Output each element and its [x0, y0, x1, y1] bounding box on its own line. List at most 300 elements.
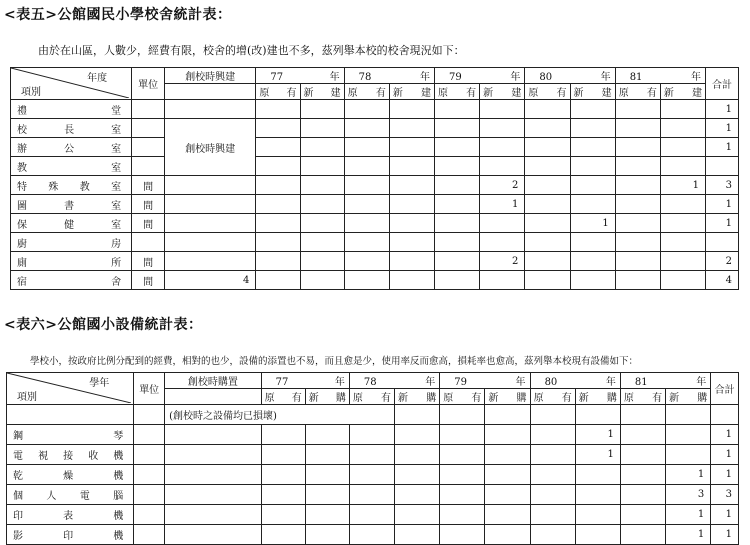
table6-corner-cell — [7, 373, 134, 405]
table6-header-row — [7, 373, 739, 389]
value-cell — [615, 271, 660, 290]
founding-note: (創校時之設備均已損壞) — [165, 405, 395, 425]
founding-cell — [165, 233, 256, 252]
unit-cell — [134, 445, 165, 465]
table-row — [11, 195, 739, 214]
value-cell — [349, 505, 394, 525]
value-cell — [256, 100, 300, 119]
value-cell — [435, 271, 480, 290]
founding-cell — [165, 525, 262, 545]
unit-cell: 間 — [132, 252, 165, 271]
sub-new: 新建 — [660, 84, 705, 100]
sub-new: 新購 — [305, 389, 349, 405]
value-cell: 1 — [575, 425, 620, 445]
value-cell — [344, 119, 389, 138]
total-cell: 1 — [706, 214, 739, 233]
value-cell — [344, 195, 389, 214]
table5-intro: 由於在山區，人數少，經費有限，校舍的增(改)建也不多，茲列舉本校的校舍現況如下： — [38, 44, 465, 57]
founding-header: 創校時購置 — [165, 373, 262, 389]
value-cell — [525, 119, 570, 138]
value-cell — [349, 425, 394, 445]
year-header-78: 78 年 — [344, 68, 434, 84]
sub-existing: 原有 — [261, 389, 305, 405]
value-cell — [300, 271, 344, 290]
value-cell — [435, 176, 480, 195]
value-cell — [389, 157, 434, 176]
value-cell — [530, 505, 575, 525]
row-label: 校長室 — [11, 119, 132, 138]
value-cell — [435, 233, 480, 252]
value-cell — [389, 252, 434, 271]
founding-cell: 4 — [165, 271, 256, 290]
row-label: 圖書室 — [11, 195, 132, 214]
row-label: 宿舍 — [11, 271, 132, 290]
value-cell: 1 — [570, 214, 615, 233]
value-cell — [300, 233, 344, 252]
value-cell — [570, 100, 615, 119]
value-cell — [480, 271, 525, 290]
table-row — [11, 271, 739, 290]
corner-item-label: 項別 — [21, 87, 41, 98]
value-cell — [395, 525, 440, 545]
unit-cell — [134, 525, 165, 545]
value-cell — [435, 157, 480, 176]
value-cell — [305, 525, 349, 545]
value-cell — [570, 138, 615, 157]
table-row — [11, 119, 739, 138]
empty-cell — [530, 405, 575, 425]
value-cell — [615, 119, 660, 138]
value-cell — [660, 119, 705, 138]
row-label: 禮堂 — [11, 100, 132, 119]
total-cell — [706, 157, 739, 176]
table-row — [7, 505, 739, 525]
value-cell: 1 — [660, 176, 705, 195]
value-cell — [300, 252, 344, 271]
value-cell — [480, 119, 525, 138]
table-row — [7, 465, 739, 485]
value-cell — [575, 485, 620, 505]
value-cell — [344, 233, 389, 252]
value-cell — [344, 138, 389, 157]
total-cell: 3 — [711, 485, 739, 505]
value-cell — [305, 465, 349, 485]
empty-cell — [485, 405, 530, 425]
value-cell — [349, 485, 394, 505]
value-cell — [530, 525, 575, 545]
value-cell — [660, 233, 705, 252]
value-cell — [305, 445, 349, 465]
value-cell — [344, 214, 389, 233]
table-row — [11, 252, 739, 271]
value-cell — [305, 425, 349, 445]
value-cell — [344, 176, 389, 195]
sub-existing: 原有 — [440, 389, 485, 405]
row-label: 教室 — [11, 157, 132, 176]
sub-existing: 原有 — [525, 84, 570, 100]
value-cell — [570, 233, 615, 252]
value-cell — [349, 525, 394, 545]
value-cell: 1 — [480, 195, 525, 214]
value-cell — [389, 195, 434, 214]
row-label: 廚房 — [11, 233, 132, 252]
value-cell — [620, 485, 665, 505]
value-cell — [389, 176, 434, 195]
founding-cell — [165, 252, 256, 271]
founding-cell — [165, 100, 256, 119]
value-cell — [261, 445, 305, 465]
year-header-78: 78 年 — [349, 373, 439, 389]
unit-cell: 間 — [132, 214, 165, 233]
value-cell — [485, 505, 530, 525]
table5-corner-cell — [11, 68, 132, 100]
value-cell — [395, 465, 440, 485]
value-cell — [660, 214, 705, 233]
sub-new: 新建 — [570, 84, 615, 100]
value-cell: 3 — [666, 485, 711, 505]
value-cell — [395, 485, 440, 505]
table-row — [11, 157, 739, 176]
total-cell: 3 — [706, 176, 739, 195]
value-cell — [300, 100, 344, 119]
total-header: 合計 — [706, 68, 739, 100]
value-cell — [256, 214, 300, 233]
value-cell — [620, 445, 665, 465]
value-cell — [485, 425, 530, 445]
table5-header-row — [11, 68, 739, 84]
unit-cell — [132, 233, 165, 252]
value-cell — [620, 465, 665, 485]
value-cell — [485, 485, 530, 505]
founding-cell — [165, 485, 262, 505]
sub-existing: 原有 — [435, 84, 480, 100]
table-row — [11, 100, 739, 119]
founding-header: 創校時興建 — [165, 68, 256, 84]
value-cell — [530, 425, 575, 445]
sub-existing: 原有 — [256, 84, 300, 100]
value-cell — [525, 100, 570, 119]
founding-cell — [165, 214, 256, 233]
total-cell: 1 — [706, 119, 739, 138]
year-header-77: 77 年 — [261, 373, 349, 389]
table5-heading: <表五>公館國民小學校舍統計表： — [4, 7, 232, 23]
total-cell: 1 — [711, 465, 739, 485]
value-cell — [440, 425, 485, 445]
value-cell — [620, 425, 665, 445]
row-label: 印表機 — [7, 505, 134, 525]
table-row — [7, 445, 739, 465]
value-cell — [349, 465, 394, 485]
table-row — [11, 233, 739, 252]
table6-intro: 學校小，按政府比例分配到的經費，相對的也少，設備的添置也不易，而且愈是少，使用率反而愈高，損耗率也愈高，茲列舉本校現有設備如下： — [30, 356, 639, 367]
value-cell: 1 — [666, 465, 711, 485]
value-cell — [256, 138, 300, 157]
value-cell — [256, 176, 300, 195]
year-header-77: 77 年 — [256, 68, 344, 84]
value-cell: 1 — [666, 525, 711, 545]
value-cell — [575, 465, 620, 485]
value-cell: 2 — [480, 252, 525, 271]
value-cell — [480, 157, 525, 176]
value-cell — [435, 138, 480, 157]
value-cell — [256, 119, 300, 138]
empty-cell — [134, 405, 165, 425]
value-cell — [666, 425, 711, 445]
year-header-80: 80 年 — [530, 373, 620, 389]
sub-new: 新購 — [666, 389, 711, 405]
unit-cell — [134, 425, 165, 445]
value-cell — [615, 138, 660, 157]
value-cell — [344, 100, 389, 119]
founding-subheader — [165, 389, 262, 405]
value-cell — [525, 157, 570, 176]
value-cell — [615, 214, 660, 233]
sub-new: 新購 — [575, 389, 620, 405]
value-cell — [300, 195, 344, 214]
value-cell — [349, 445, 394, 465]
unit-header: 單位 — [132, 68, 165, 100]
total-cell — [706, 233, 739, 252]
value-cell — [530, 445, 575, 465]
value-cell — [615, 195, 660, 214]
value-cell — [261, 425, 305, 445]
row-label: 個人電腦 — [7, 485, 134, 505]
value-cell — [620, 505, 665, 525]
value-cell — [480, 233, 525, 252]
value-cell — [395, 445, 440, 465]
empty-cell — [666, 405, 711, 425]
value-cell — [525, 214, 570, 233]
value-cell — [256, 195, 300, 214]
value-cell — [261, 505, 305, 525]
value-cell — [389, 100, 434, 119]
unit-cell: 間 — [132, 195, 165, 214]
sub-existing: 原有 — [344, 84, 389, 100]
value-cell — [389, 214, 434, 233]
value-cell: 2 — [480, 176, 525, 195]
value-cell — [660, 252, 705, 271]
value-cell — [660, 157, 705, 176]
sub-new: 新建 — [300, 84, 344, 100]
value-cell — [344, 271, 389, 290]
value-cell — [261, 465, 305, 485]
value-cell — [485, 525, 530, 545]
year-header-79: 79 年 — [440, 373, 530, 389]
value-cell — [485, 465, 530, 485]
value-cell — [575, 525, 620, 545]
unit-cell: 間 — [132, 176, 165, 195]
value-cell — [389, 233, 434, 252]
value-cell — [575, 505, 620, 525]
value-cell — [435, 252, 480, 271]
founding-cell — [165, 425, 262, 445]
value-cell — [525, 176, 570, 195]
table-row — [7, 425, 739, 445]
value-cell: 1 — [575, 445, 620, 465]
total-cell: 1 — [711, 505, 739, 525]
empty-cell — [395, 405, 440, 425]
value-cell — [525, 233, 570, 252]
value-cell — [525, 252, 570, 271]
value-cell — [389, 138, 434, 157]
unit-cell: 間 — [132, 271, 165, 290]
value-cell — [615, 176, 660, 195]
value-cell — [300, 119, 344, 138]
founding-cell — [165, 195, 256, 214]
value-cell — [395, 425, 440, 445]
value-cell — [620, 525, 665, 545]
value-cell — [440, 525, 485, 545]
value-cell — [570, 157, 615, 176]
value-cell — [480, 138, 525, 157]
unit-cell — [132, 157, 165, 176]
value-cell — [256, 233, 300, 252]
value-cell — [440, 445, 485, 465]
value-cell — [256, 252, 300, 271]
year-header-79: 79 年 — [435, 68, 525, 84]
sub-new: 新購 — [395, 389, 440, 405]
value-cell — [570, 195, 615, 214]
row-label: 廁所 — [11, 252, 132, 271]
value-cell — [435, 100, 480, 119]
value-cell — [305, 485, 349, 505]
empty-cell — [575, 405, 620, 425]
unit-header: 單位 — [134, 373, 165, 405]
row-label: 鋼琴 — [7, 425, 134, 445]
value-cell — [660, 271, 705, 290]
table6 — [6, 372, 739, 545]
unit-cell — [132, 138, 165, 157]
sub-new: 新建 — [480, 84, 525, 100]
row-label: 辦公室 — [11, 138, 132, 157]
value-cell — [440, 505, 485, 525]
table6-body — [7, 425, 739, 545]
year-header-80: 80 年 — [525, 68, 615, 84]
founding-merged-cell: 創校時興建 — [165, 119, 256, 176]
sub-existing: 原有 — [620, 389, 665, 405]
empty-cell — [440, 405, 485, 425]
table-row — [7, 525, 739, 545]
value-cell — [480, 100, 525, 119]
table6-note-row — [7, 405, 739, 425]
founding-subheader — [165, 84, 256, 100]
value-cell — [660, 100, 705, 119]
unit-cell — [132, 100, 165, 119]
empty-cell — [711, 405, 739, 425]
total-cell: 1 — [711, 525, 739, 545]
table5 — [10, 67, 739, 290]
total-cell: 1 — [711, 445, 739, 465]
value-cell — [300, 176, 344, 195]
total-cell: 2 — [706, 252, 739, 271]
table5-body — [11, 100, 739, 290]
unit-cell — [134, 465, 165, 485]
value-cell — [660, 138, 705, 157]
total-header: 合計 — [711, 373, 739, 405]
sub-existing: 原有 — [349, 389, 394, 405]
total-cell: 1 — [706, 138, 739, 157]
value-cell — [300, 138, 344, 157]
total-cell: 1 — [711, 425, 739, 445]
value-cell — [300, 157, 344, 176]
table-row — [11, 176, 739, 195]
row-label: 乾燥機 — [7, 465, 134, 485]
empty-cell — [7, 405, 134, 425]
value-cell — [395, 505, 440, 525]
unit-cell — [132, 119, 165, 138]
total-cell: 4 — [706, 271, 739, 290]
founding-cell — [165, 176, 256, 195]
corner-year-label: 學年 — [89, 378, 110, 389]
founding-cell — [165, 465, 262, 485]
value-cell — [666, 445, 711, 465]
corner-year-label: 年度 — [87, 73, 108, 84]
founding-cell — [165, 445, 262, 465]
value-cell — [525, 138, 570, 157]
value-cell — [435, 214, 480, 233]
value-cell — [570, 271, 615, 290]
value-cell — [344, 157, 389, 176]
value-cell — [485, 445, 530, 465]
value-cell — [570, 176, 615, 195]
value-cell — [615, 157, 660, 176]
value-cell — [615, 233, 660, 252]
value-cell — [261, 525, 305, 545]
value-cell — [660, 195, 705, 214]
value-cell — [570, 252, 615, 271]
row-label: 保健室 — [11, 214, 132, 233]
unit-cell — [134, 505, 165, 525]
row-label: 影印機 — [7, 525, 134, 545]
value-cell — [435, 119, 480, 138]
corner-item-label: 項別 — [17, 392, 37, 403]
value-cell — [615, 100, 660, 119]
empty-cell — [620, 405, 665, 425]
value-cell — [530, 485, 575, 505]
row-label: 電視接收機 — [7, 445, 134, 465]
table-row — [7, 485, 739, 505]
year-header-81: 81 年 — [615, 68, 705, 84]
value-cell — [389, 271, 434, 290]
value-cell — [570, 119, 615, 138]
sub-existing: 原有 — [615, 84, 660, 100]
value-cell — [256, 157, 300, 176]
sub-existing: 原有 — [530, 389, 575, 405]
row-label: 特殊教室 — [11, 176, 132, 195]
table-row — [11, 214, 739, 233]
value-cell — [305, 505, 349, 525]
value-cell — [389, 119, 434, 138]
total-cell: 1 — [706, 195, 739, 214]
value-cell — [300, 214, 344, 233]
value-cell: 1 — [666, 505, 711, 525]
value-cell — [344, 252, 389, 271]
value-cell — [435, 195, 480, 214]
sub-new: 新建 — [389, 84, 434, 100]
value-cell — [480, 214, 525, 233]
year-header-81: 81 年 — [620, 373, 710, 389]
value-cell — [440, 465, 485, 485]
value-cell — [525, 271, 570, 290]
value-cell — [525, 195, 570, 214]
value-cell — [256, 271, 300, 290]
value-cell — [261, 485, 305, 505]
value-cell — [530, 465, 575, 485]
total-cell: 1 — [706, 100, 739, 119]
sub-new: 新購 — [485, 389, 530, 405]
table6-heading: <表六>公館國小設備統計表： — [4, 317, 203, 333]
founding-cell — [165, 505, 262, 525]
